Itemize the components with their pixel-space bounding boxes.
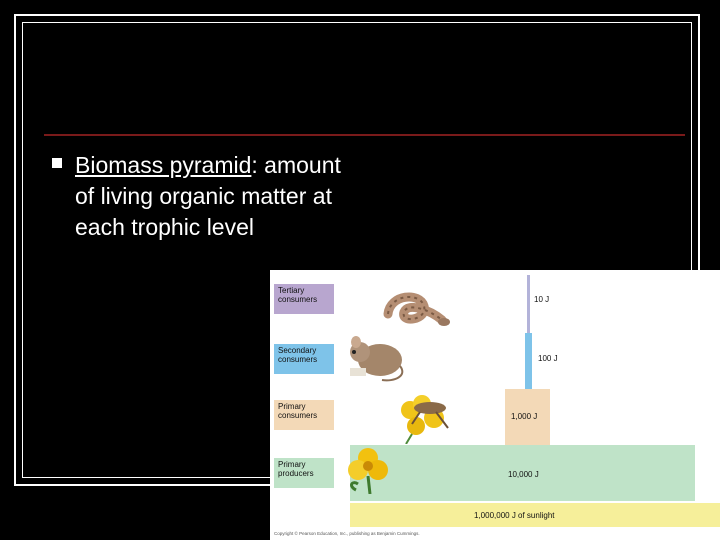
bullet-term: Biomass pyramid (75, 152, 252, 178)
bullet-text (75, 150, 365, 243)
snake-illustration (380, 284, 450, 332)
level-label-producers: Primary producers (274, 458, 334, 488)
grasshopper-on-flower-illustration (390, 388, 462, 444)
energy-value-primary-consumers: 1,000 J (511, 412, 538, 421)
yellow-flower-illustration (344, 444, 400, 494)
bullet-definition: : amount of living organic matter at each trophic level (75, 152, 341, 240)
bar-secondary (525, 333, 532, 389)
title-divider (44, 134, 685, 136)
bullet-marker (52, 158, 62, 168)
energy-value-producers: 10,000 J (508, 470, 539, 479)
energy-pyramid-figure (270, 270, 720, 540)
level-label-tertiary: Tertiary consumers (274, 284, 334, 314)
energy-value-sunlight: 1,000,000 J of sunlight (474, 511, 555, 520)
energy-value-secondary: 100 J (538, 354, 558, 363)
energy-value-tertiary: 10 J (534, 295, 550, 304)
level-label-secondary: Secondary consumers (274, 344, 334, 374)
mouse-illustration (342, 332, 412, 388)
bar-tertiary (527, 275, 530, 333)
copyright-notice: Copyright © Pearson Education, Inc., publishing as Benjamin Cummings. (274, 531, 420, 536)
level-label-primary-consumers: Primary consumers (274, 400, 334, 430)
